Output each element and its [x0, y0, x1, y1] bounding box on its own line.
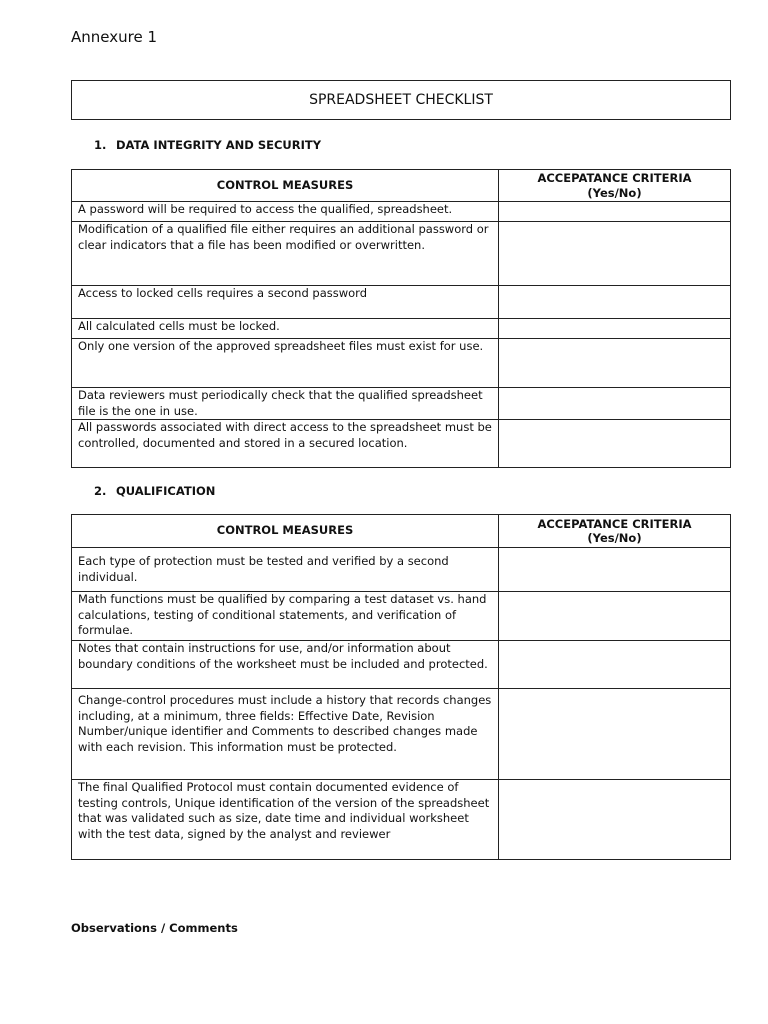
table-row: [72, 202, 731, 222]
control-measure-cell: Each type of protection must be tested and verified by a second individual.: [72, 548, 499, 592]
control-measure-cell: A password will be required to access the qualified, spreadsheet.: [72, 202, 499, 222]
table-row: [72, 319, 731, 339]
column-header-acceptance-criteria: [499, 515, 731, 548]
acceptance-answer-cell[interactable]: [499, 548, 731, 592]
acceptance-answer-cell[interactable]: [499, 592, 731, 641]
acceptance-answer-cell[interactable]: [499, 689, 731, 780]
table-row: [72, 548, 731, 592]
control-measure-cell: Only one version of the approved spreadsheet files must exist for use.: [72, 339, 499, 388]
table-row: [72, 689, 731, 780]
criteria-header-line1: ACCEPATANCE CRITERIA: [537, 171, 692, 185]
table-header-row: [72, 515, 731, 548]
control-measure-cell: Data reviewers must periodically check that the qualified spreadsheet file is the one in use.: [72, 388, 499, 420]
control-measure-cell: Math functions must be qualified by comparing a test dataset vs. hand calculations, testing of conditional statements, and verification of formulae.: [72, 592, 499, 641]
acceptance-answer-cell[interactable]: [499, 286, 731, 319]
control-measure-cell: Modification of a qualified file either requires an additional password or clear indicators that a file has been modified or overwritten.: [72, 222, 499, 286]
acceptance-answer-cell[interactable]: [499, 319, 731, 339]
control-measure-cell: All passwords associated with direct access to the spreadsheet must be controlled, documented and stored in a secured location.: [72, 420, 499, 468]
section-number: 2.: [94, 484, 107, 498]
acceptance-answer-cell[interactable]: [499, 339, 731, 388]
table-row: [72, 780, 731, 860]
criteria-header-line2: (Yes/No): [587, 531, 642, 545]
section-title: DATA INTEGRITY AND SECURITY: [116, 138, 322, 152]
control-measure-cell: Notes that contain instructions for use, and/or information about boundary conditions of the worksheet must be included and protected.: [72, 641, 499, 689]
section-title: QUALIFICATION: [116, 484, 216, 498]
column-header-control-measures: CONTROL MEASURES: [72, 515, 499, 548]
acceptance-answer-cell[interactable]: [499, 202, 731, 222]
acceptance-answer-cell[interactable]: [499, 780, 731, 860]
acceptance-answer-cell[interactable]: [499, 222, 731, 286]
section-number: 1.: [94, 138, 107, 152]
table-row: [72, 420, 731, 468]
table-header-row: [72, 170, 731, 202]
control-measure-cell: All calculated cells must be locked.: [72, 319, 499, 339]
control-measure-cell: The final Qualified Protocol must contain documented evidence of testing controls, Unique identification of the version of the spreadsheet that was validated such as size, date time and individual worksheet with the test data, signed by the analyst and reviewer: [72, 780, 499, 860]
criteria-header-line2: (Yes/No): [587, 185, 642, 200]
table-row: [72, 388, 731, 420]
section-heading-data-integrity: [94, 138, 321, 152]
table-row: [72, 222, 731, 286]
table-row: [72, 286, 731, 319]
acceptance-answer-cell[interactable]: [499, 641, 731, 689]
data-integrity-table: [71, 169, 731, 468]
annexure-label: Annexure 1: [71, 28, 158, 46]
acceptance-answer-cell[interactable]: [499, 420, 731, 468]
document-title: SPREADSHEET CHECKLIST: [309, 92, 493, 108]
control-measure-cell: Change-control procedures must include a history that records changes including, at a minimum, three fields: Effective Date, Revision Number/unique identifier and Comments to described changes made with each revision. This information must be protected.: [72, 689, 499, 780]
column-header-acceptance-criteria: [499, 170, 731, 202]
control-measure-cell: Access to locked cells requires a second password: [72, 286, 499, 319]
table-row: [72, 592, 731, 641]
section-heading-qualification: [94, 484, 215, 498]
column-header-control-measures: CONTROL MEASURES: [72, 170, 499, 202]
acceptance-answer-cell[interactable]: [499, 388, 731, 420]
table-row: [72, 339, 731, 388]
document-title-box: [71, 80, 731, 120]
qualification-table: [71, 514, 731, 860]
table-row: [72, 641, 731, 689]
criteria-header-line1: ACCEPATANCE CRITERIA: [537, 516, 692, 531]
observations-comments-label: Observations / Comments: [71, 921, 238, 935]
